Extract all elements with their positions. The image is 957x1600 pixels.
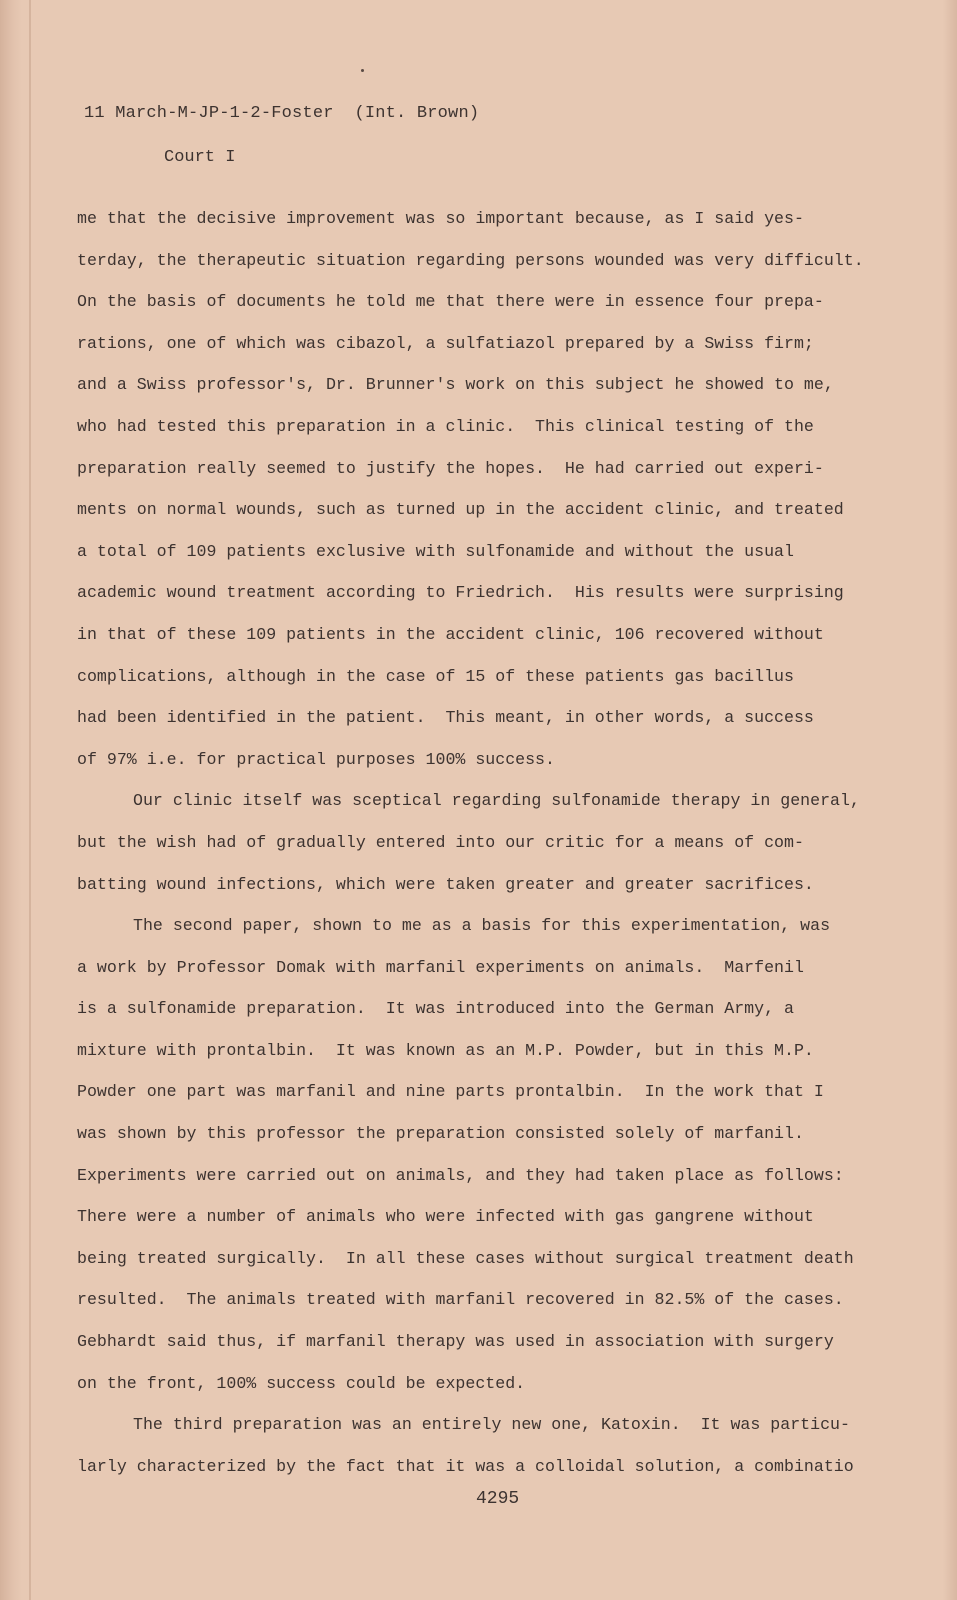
transcript-line: Powder one part was marfanil and nine parts prontalbin. In the work that I: [77, 1082, 824, 1102]
page-fold-line: [29, 0, 31, 1600]
transcript-line: rations, one of which was cibazol, a sulfatiazol prepared by a Swiss firm;: [77, 333, 814, 353]
transcript-body: [77, 198, 885, 1487]
ink-speck: [361, 69, 364, 72]
transcript-line: a work by Professor Domak with marfanil experiments on animals. Marfenil: [77, 957, 804, 977]
transcript-line: complications, although in the case of 15 of these patients gas bacillus: [77, 666, 794, 686]
transcript-line: On the basis of documents he told me that there were in essence four prepa-: [77, 292, 824, 312]
transcript-line: terday, the therapeutic situation regarding persons wounded was very difficult.: [77, 250, 864, 270]
transcript-line: and a Swiss professor's, Dr. Brunner's work on this subject he showed to me,: [77, 375, 834, 395]
transcript-line: academic wound treatment according to Friedrich. His results were surprising: [77, 583, 844, 603]
transcript-line: was shown by this professor the preparation consisted solely of marfanil.: [77, 1124, 804, 1144]
transcript-line: a total of 109 patients exclusive with sulfonamide and without the usual: [77, 541, 794, 561]
transcript-line: on the front, 100% success could be expected.: [77, 1373, 526, 1393]
transcript-line: in that of these 109 patients in the accident clinic, 106 recovered without: [77, 624, 824, 644]
paragraph-start-line: The third preparation was an entirely new one, Katoxin. It was particu-: [133, 1415, 850, 1435]
transcript-line: but the wish had of gradually entered into our critic for a means of com-: [77, 832, 804, 852]
transcript-line: preparation really seemed to justify the hopes. He had carried out experi-: [77, 458, 824, 478]
transcript-line: Experiments were carried out on animals, and they had taken place as follows:: [77, 1165, 844, 1185]
transcript-line: who had tested this preparation in a clinic. This clinical testing of the: [77, 416, 814, 436]
transcript-line: resulted. The animals treated with marfanil recovered in 82.5% of the cases.: [77, 1290, 844, 1310]
transcript-line: ments on normal wounds, such as turned up in the accident clinic, and treated: [77, 500, 844, 520]
page-right-edge: [943, 0, 957, 1600]
transcript-line: had been identified in the patient. This meant, in other words, a success: [77, 708, 814, 728]
paragraph-start-line: Our clinic itself was sceptical regarding sulfonamide therapy in general,: [133, 791, 860, 811]
page-number: 4295: [476, 1489, 520, 1509]
transcript-line: of 97% i.e. for practical purposes 100% success.: [77, 749, 555, 769]
transcript-line: being treated surgically. In all these cases without surgical treatment death: [77, 1248, 854, 1268]
paragraph-start-line: The second paper, shown to me as a basis for this experimentation, was: [133, 916, 831, 936]
transcript-line: batting wound infections, which were taken greater and greater sacrifices.: [77, 874, 814, 894]
page-left-edge: [0, 0, 22, 1600]
transcript-line: larly characterized by the fact that it was a colloidal solution, a combinatio: [77, 1456, 854, 1476]
court-label: Court I: [164, 148, 236, 167]
transcript-line: Gebhardt said thus, if marfanil therapy was used in association with surgery: [77, 1332, 834, 1352]
transcript-line: There were a number of animals who were infected with gas gangrene without: [77, 1207, 814, 1227]
transcript-line: me that the decisive improvement was so important because, as I said yes-: [77, 209, 804, 228]
transcript-line: mixture with prontalbin. It was known as an M.P. Powder, but in this M.P.: [77, 1040, 814, 1060]
document-reference: 11 March-M-JP-1-2-Foster (Int. Brown): [84, 104, 480, 123]
transcript-line: is a sulfonamide preparation. It was introduced into the German Army, a: [77, 999, 794, 1019]
